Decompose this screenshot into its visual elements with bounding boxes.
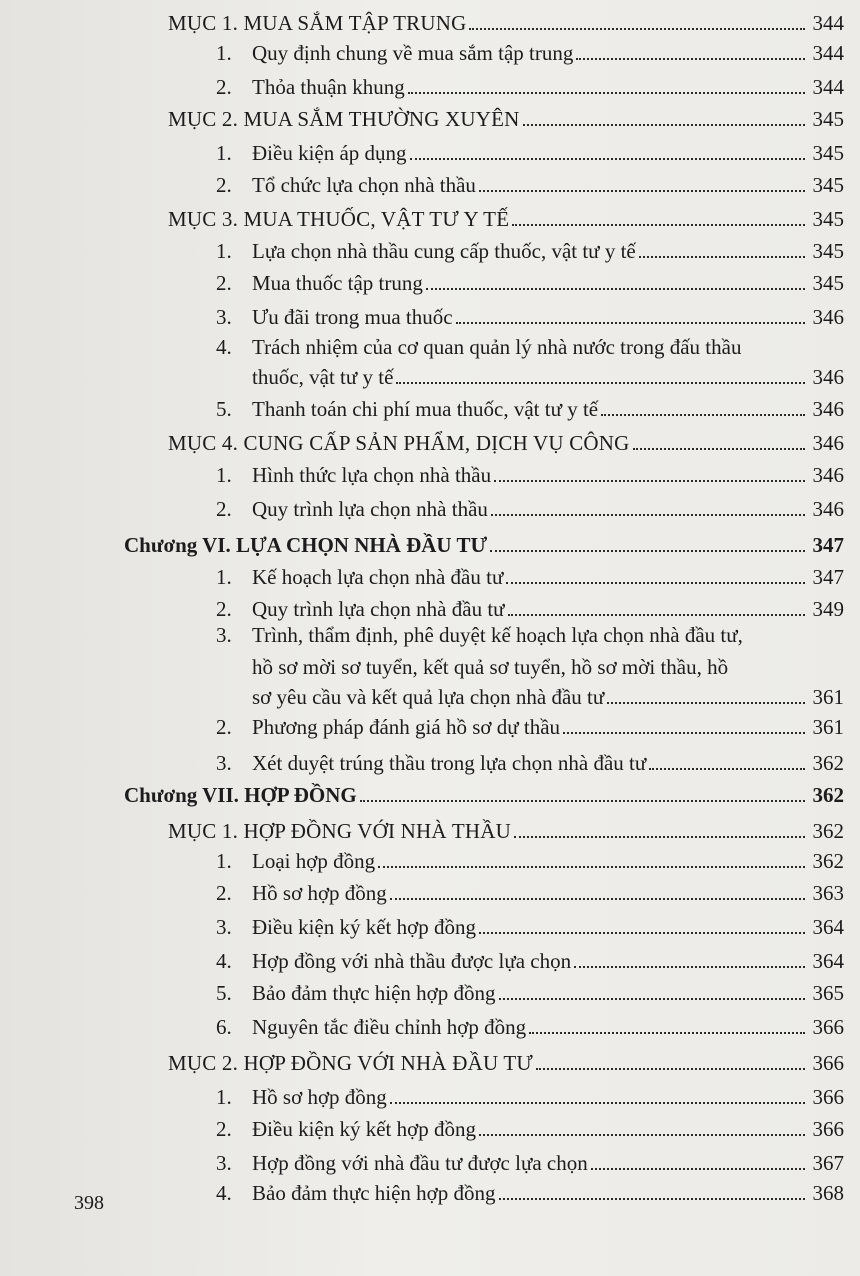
toc-entry[interactable] — [216, 1150, 844, 1176]
toc-entry-number: 4. — [216, 1181, 232, 1205]
toc-entry-number: 5. — [216, 981, 232, 1005]
toc-page-number: 346 — [812, 497, 844, 521]
toc-entry-number: 2. — [216, 497, 232, 521]
dot-leader — [591, 1168, 805, 1170]
toc-entry-title: Loại hợp đồng — [252, 849, 376, 873]
toc-page-number: 366 — [812, 1015, 844, 1039]
dot-leader — [479, 932, 805, 934]
toc-entry[interactable] — [216, 1014, 844, 1040]
toc-entry-number: 2. — [216, 75, 232, 99]
dot-leader — [390, 898, 805, 900]
toc-page-number: 346 — [812, 305, 844, 329]
toc-page-number: 347 — [812, 565, 844, 589]
toc-entry-number: 1. — [216, 239, 232, 263]
toc-entry[interactable] — [216, 462, 844, 488]
toc-entry-line: Trách nhiệm của cơ quan quản lý nhà nước trong đấu thầu — [252, 335, 742, 359]
toc-entry-number: 2. — [216, 881, 232, 905]
toc-entry[interactable] — [216, 750, 844, 776]
toc-page-number: 366 — [812, 1051, 844, 1075]
toc-entry[interactable] — [216, 1084, 844, 1110]
toc-entry-title: Kế hoạch lựa chọn nhà đầu tư — [252, 565, 504, 589]
dot-leader — [499, 1198, 805, 1200]
toc-entry-title: Hồ sơ hợp đồng — [252, 881, 387, 905]
toc-entry-title: Chương VI. LỰA CHỌN NHÀ ĐẦU TƯ — [124, 533, 488, 557]
toc-entry[interactable] — [216, 270, 844, 296]
toc-entry-number: 1. — [216, 1085, 232, 1109]
toc-entry-number: 4. — [216, 949, 232, 973]
toc-entry-title: Quy trình lựa chọn nhà đầu tư — [252, 597, 505, 621]
dot-leader — [456, 322, 805, 324]
toc-entry-number: 4. — [216, 335, 232, 359]
toc-page-number: 362 — [812, 783, 844, 807]
page-number: 398 — [74, 1192, 104, 1214]
toc-section[interactable] — [168, 1050, 844, 1076]
dot-leader — [499, 998, 805, 1000]
toc-entry[interactable] — [216, 140, 844, 166]
dot-leader — [514, 836, 805, 838]
toc-entry-number: 1. — [216, 141, 232, 165]
toc-entry[interactable] — [252, 364, 844, 390]
toc-page-number: 345 — [812, 271, 844, 295]
toc-page-number: 346 — [812, 397, 844, 421]
toc-entry-number: 5. — [216, 397, 232, 421]
toc-page-number: 344 — [812, 41, 844, 65]
toc-entry-title: Bảo đảm thực hiện hợp đồng — [252, 981, 496, 1005]
toc-entry-title: MỤC 2. MUA SẮM THƯỜNG XUYÊN — [168, 107, 520, 131]
toc-page-number: 361 — [812, 715, 844, 739]
toc-section[interactable] — [168, 430, 844, 456]
dot-leader — [396, 382, 805, 384]
toc-page-number: 364 — [812, 915, 844, 939]
toc-page-number: 344 — [812, 11, 844, 35]
toc-entry-number: 2. — [216, 173, 232, 197]
dot-leader — [360, 800, 805, 802]
toc-entry-number: 1. — [216, 849, 232, 873]
toc-entry-title: Quy định chung về mua sắm tập trung — [252, 41, 574, 65]
toc-entry-line: hồ sơ mời sơ tuyển, kết quả sơ tuyển, hồ sơ mời thầu, hồ — [252, 655, 729, 679]
toc-entry[interactable] — [216, 564, 844, 590]
dot-leader — [490, 550, 805, 552]
toc-entry[interactable] — [216, 396, 844, 422]
dot-leader — [390, 1102, 805, 1104]
toc-entry[interactable] — [216, 596, 844, 622]
toc-section[interactable] — [168, 206, 844, 232]
dot-leader — [506, 582, 805, 584]
toc-entry[interactable] — [216, 1180, 844, 1206]
toc-entry-title: Tổ chức lựa chọn nhà thầu — [252, 173, 476, 197]
toc-entry-title: Bảo đảm thực hiện hợp đồng — [252, 1181, 496, 1205]
toc-entry-title: Xét duyệt trúng thầu trong lựa chọn nhà đầu tư — [252, 751, 647, 775]
toc-entry-title: Điều kiện ký kết hợp đồng — [252, 915, 476, 939]
toc-page-number: 345 — [812, 207, 844, 231]
dot-leader — [426, 288, 805, 290]
toc-entry-title: MỤC 3. MUA THUỐC, VẬT TƯ Y TẾ — [168, 207, 510, 231]
toc-entry-line: Trình, thẩm định, phê duyệt kế hoạch lựa chọn nhà đầu tư, — [252, 623, 743, 647]
dot-leader — [607, 702, 805, 704]
toc-entry-number: 2. — [216, 597, 232, 621]
toc-page-number: 349 — [812, 597, 844, 621]
toc-entry-title: Hợp đồng với nhà thầu được lựa chọn — [252, 949, 572, 973]
dot-leader — [639, 256, 805, 258]
toc-entry[interactable] — [216, 948, 844, 974]
toc-section[interactable] — [168, 818, 844, 844]
dot-leader — [491, 514, 805, 516]
toc-entry-title: Chương VII. HỢP ĐỒNG — [124, 783, 357, 807]
toc-entry-title: Hợp đồng với nhà đầu tư được lựa chọn — [252, 1151, 588, 1175]
toc-page-number: 362 — [812, 849, 844, 873]
toc-page-number: 347 — [812, 533, 844, 557]
toc-entry-number: 1. — [216, 565, 232, 589]
toc-entry[interactable] — [216, 40, 844, 66]
toc-entry-title: Ưu đãi trong mua thuốc — [252, 305, 453, 329]
toc-page-number: 346 — [812, 365, 844, 389]
dot-leader — [633, 448, 806, 450]
toc-chapter[interactable] — [124, 782, 844, 808]
toc-entry-title: thuốc, vật tư y tế — [252, 365, 394, 389]
dot-leader — [378, 866, 805, 868]
toc-entry-number: 2. — [216, 715, 232, 739]
toc-entry-title: Quy trình lựa chọn nhà thầu — [252, 497, 488, 521]
toc-page-number: 345 — [812, 141, 844, 165]
toc-entry-number: 3. — [216, 915, 232, 939]
dot-leader — [469, 28, 805, 30]
toc-entry[interactable] — [216, 914, 844, 940]
dot-leader — [523, 124, 806, 126]
toc-page-number: 362 — [812, 819, 844, 843]
toc-page-number: 366 — [812, 1085, 844, 1109]
toc-entry[interactable] — [216, 238, 844, 264]
toc-entry[interactable] — [216, 880, 844, 906]
dot-leader — [529, 1032, 805, 1034]
toc-page-number: 345 — [812, 173, 844, 197]
toc-entry-number: 3. — [216, 751, 232, 775]
toc-entry-title: sơ yêu cầu và kết quả lựa chọn nhà đầu tư — [252, 685, 605, 709]
toc-entry[interactable] — [252, 684, 844, 710]
toc-entry-title: MỤC 4. CUNG CẤP SẢN PHẨM, DỊCH VỤ CÔNG — [168, 431, 630, 455]
dot-leader — [508, 614, 805, 616]
toc-entry[interactable] — [216, 714, 844, 740]
toc-entry-title: MỤC 1. MUA SẮM TẬP TRUNG — [168, 11, 467, 35]
toc-entry[interactable] — [216, 496, 844, 522]
toc-entry-title: Lựa chọn nhà thầu cung cấp thuốc, vật tư y tế — [252, 239, 636, 263]
toc-entry-title: Thanh toán chi phí mua thuốc, vật tư y tế — [252, 397, 599, 421]
toc-page-number: 362 — [812, 751, 844, 775]
toc-entry[interactable] — [216, 74, 844, 100]
toc-entry-title: Nguyên tắc điều chỉnh hợp đồng — [252, 1015, 527, 1039]
toc-page-number: 367 — [812, 1151, 844, 1175]
toc-entry-number: 6. — [216, 1015, 232, 1039]
toc-entry-number: 2. — [216, 271, 232, 295]
dot-leader — [576, 58, 805, 60]
toc-page-number: 364 — [812, 949, 844, 973]
dot-leader — [574, 966, 805, 968]
toc-entry-number: 1. — [216, 463, 232, 487]
toc-page-number: 346 — [812, 463, 844, 487]
toc-entry-title: Mua thuốc tập trung — [252, 271, 423, 295]
toc-entry-number: 1. — [216, 41, 232, 65]
toc-entry-title: MỤC 1. HỢP ĐỒNG VỚI NHÀ THẦU — [168, 819, 511, 843]
toc-entry[interactable] — [216, 1116, 844, 1142]
toc-entry[interactable] — [216, 172, 844, 198]
toc-page-number: 346 — [812, 431, 844, 455]
toc-entry-title: Phương pháp đánh giá hồ sơ dự thầu — [252, 715, 561, 739]
dot-leader — [649, 768, 805, 770]
toc-entry-title: Hồ sơ hợp đồng — [252, 1085, 387, 1109]
toc-entry[interactable] — [216, 980, 844, 1006]
toc-section[interactable] — [168, 106, 844, 132]
dot-leader — [536, 1068, 805, 1070]
toc-entry-number: 3. — [216, 305, 232, 329]
toc-page-number: 361 — [812, 685, 844, 709]
toc-page-number: 366 — [812, 1117, 844, 1141]
dot-leader — [479, 1134, 805, 1136]
toc-entry-title: MỤC 2. HỢP ĐỒNG VỚI NHÀ ĐẦU TƯ — [168, 1051, 533, 1075]
dot-leader — [408, 92, 805, 94]
toc-page-number: 368 — [812, 1181, 844, 1205]
toc-entry-number: 3. — [216, 1151, 232, 1175]
toc-page-number: 363 — [812, 881, 844, 905]
toc-entry-title: Điều kiện ký kết hợp đồng — [252, 1117, 476, 1141]
dot-leader — [601, 414, 805, 416]
toc-entry-number: 3. — [216, 623, 232, 647]
toc-page-number: 365 — [812, 981, 844, 1005]
dot-leader — [563, 732, 805, 734]
dot-leader — [512, 224, 805, 226]
dot-leader — [479, 190, 805, 192]
toc-entry[interactable] — [216, 304, 844, 330]
toc-page-number: 344 — [812, 75, 844, 99]
toc-entry-title: Hình thức lựa chọn nhà thầu — [252, 463, 492, 487]
toc-entry-title: Điều kiện áp dụng — [252, 141, 407, 165]
toc-entry-title: Thỏa thuận khung — [252, 75, 405, 99]
toc-entry-number: 2. — [216, 1117, 232, 1141]
toc-page-number: 345 — [812, 239, 844, 263]
toc-chapter[interactable] — [124, 532, 844, 558]
toc-page-number: 345 — [812, 107, 844, 131]
toc-section[interactable] — [168, 10, 844, 36]
dot-leader — [410, 158, 805, 160]
toc-entry[interactable] — [216, 848, 844, 874]
dot-leader — [494, 480, 805, 482]
